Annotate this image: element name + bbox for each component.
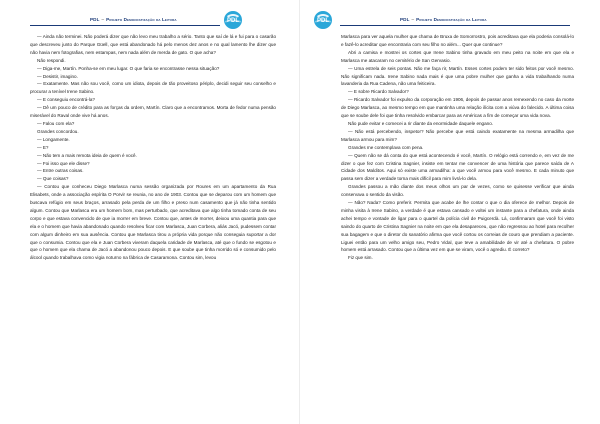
right-page <box>300 0 600 424</box>
right-paragraph-9: — Quem não se dá conta do que está acontecendo é você, Martín. O relógio está correndo e, em vez de me dizer o que fez com Cristina Sagnier, insiste em tentar me convencer de uma história que parece saída de A Cidade dos Malditos. Aqui só existe uma armadilha: a que você armou para você mesmo. E cada minuto que passa sem dizer a verdade torna mais difícil para mim livrá-lo dela. <box>341 152 574 182</box>
right-paragraph-1: Marlasca para ver aquela mulher que chama de Bruxa de Somorrostro, pois acreditava que ela poderia consolá-lo e fazê-lo acreditar que encontraria com seu filho no além... Quer que continue? <box>341 34 574 47</box>
left-running-header <box>0 9 300 29</box>
right-running-head-short: PDL <box>400 17 410 22</box>
left-running-head-sep: – <box>101 17 105 22</box>
right-running-header <box>300 9 600 29</box>
right-paragraph-10: Grandes passou a mão diante dos meus olhos um par de vezes, como se quisesse verificar que ainda conservava o sentido da visão. <box>341 184 574 198</box>
left-paragraph-5: — Exatamente. Mas não sou você, como um idiota, depois de tão proveitoso périplo, decidi seguir seu conselho e procurar a tenível Irene Sabino. <box>30 81 276 95</box>
right-paragraph-3: — Uma estrela de seis pontas. Não me faça rir, Martín. Esses cortes podem ter sido feitos por você mesmo. Não significam nada. Irene Sabino nada mais é que uma pobre mulher que ganha a vida trabalhando numa lavanderia da Rua Cadena, não uma feiticeira. <box>341 65 574 87</box>
left-running-head <box>90 17 177 22</box>
left-logo-text: PDL <box>227 18 239 24</box>
right-paragraph-5: — Ricardo Salvador foi expulso da corporação em 1906, depois de passar anos remexendo no caso da morte de Diego Marlasca, ao mesmo tempo em que mantinha uma relação ilícita com a viúva do falecido. A última coisa que se soube dele foi que tinha resolvido embarcar para as Américas a fim de começar uma vida nova. <box>341 97 574 119</box>
left-paragraph-10: — Longamente. <box>37 136 70 142</box>
right-logo-text: PDL <box>317 18 329 24</box>
left-paragraph-15: — Que coisas? <box>37 176 69 182</box>
right-running-head-title: Projeto Democratização da Leitura <box>416 17 487 22</box>
left-paragraph-14: — Entre outras coisas. <box>37 168 84 174</box>
right-running-head <box>400 17 487 22</box>
pdl-logo-icon <box>222 9 244 31</box>
right-header-rule <box>340 25 570 26</box>
left-paragraph-7: — Dê um pouco de crédito para as forças da ordem, Martín. Claro que a encontramos. Morta de fedor numa pensão miserável do Raval onde vive há anos. <box>30 105 276 119</box>
right-paragraph-4: — E sobre Ricardo Salvador? <box>348 89 409 95</box>
right-paragraph-8: Grandes me contemplava com pena. <box>348 144 424 150</box>
left-paragraph-6: — E conseguiu encontrá-la? <box>37 97 95 103</box>
left-page-body <box>30 33 276 262</box>
left-paragraph-12: — Não tem a mais remota ideia de quem é você. <box>37 152 137 158</box>
pdl-logo-icon <box>312 9 334 31</box>
right-paragraph-12: Fiz que sim. <box>348 255 373 261</box>
left-paragraph-4: — Desistir, imagino. <box>37 73 78 79</box>
left-paragraph-11: — E? <box>37 144 49 150</box>
left-paragraph-8: — Falou com ela? <box>37 120 75 126</box>
right-paragraph-11: — Não? Nada? Como preferir. Permita que acabe de lhe contar o que o dia oferece de melhor. Depois de minha visita à Irene Sabino, a verdade é que estava cansado e voltei um instante para a chefatura, onde ainda achei tempo e vontade de ligar para o quartel da polícia civil de Puigcerdà. Lá, confirmaram que você foi visto saindo do quarto de Cristina Sagnier na noite em que ela desapareceu, que não regressou ao hotel para recolher sua bagagem e que o diretor do sanatório afirma que você cortou os correias de couro que prendiam a paciente. Liguei então para um velho amigo seu, Pedro Vidal, que teve a amabilidade de vir até a chefatura. O pobre homem está arrasado. Contou que a última vez em que se viram, você o agrediu. É correto? <box>341 200 574 253</box>
right-page-body <box>341 33 574 262</box>
right-paragraph-2: Abri a camisa e mostrei os cortes que Irene Sabino tinha gravado em meu peito na noite em que ela e Marlasca me atacaram no cemitério de San Gervasio. <box>341 49 574 63</box>
left-paragraph-2: Não respondi. <box>37 57 66 63</box>
right-paragraph-7: — Não está percebendo, inspetor? Não percebe que está caindo exatamente na mesma armadilha que Marlasca armou para mim? <box>341 128 574 142</box>
right-running-head-sep: – <box>411 17 415 22</box>
left-paragraph-9: Grandes concordou. <box>37 128 79 134</box>
right-paragraph-6: Não pude evitar e comecei a rir diante da enormidade daquele engano. <box>348 120 494 126</box>
left-running-head-short: PDL <box>90 17 100 22</box>
left-paragraph-3: — Diga-me, Martín. Ponha-se em meu lugar. O que faria se encontrasse nessa situação? <box>37 65 220 71</box>
left-paragraph-13: — Foi isso que ele disse? <box>37 160 90 166</box>
left-paragraph-16: — Contou que conheceu Diego Marlasca numa sessão organizada por Roures em um apartamento da Rua Elisabets, onde a associação espírita O Porvir se reunia, no ano de 1903. Contou que se deparou com um homem que buscava refúgio em seus braços, arrasado pela perda de um filho e preso num casamento que já não tinha sentido algum. Contou que Marlasca era um homem bom, mas perturbado, que acreditava que algo tinha tomado conta de seu corpo e que estava convencido de que ia morrer em breve. Contou que, antes de morrer, deixou uma quantia para que ela e o homem que havia abandonado quando resolveu ficar com Marlasca, Juan Corbera, aliás Jacó, pudessem contar com algum dinheiro em sua ausência. Contou que Marlasca tirou a própria vida porque não conseguia suportar a dor que o consumia. Contou que ela e Juan Corbera viveram daquela caridade de Marlasca, até que o fundo se esgotou e que o homem que ela chama de Jacó a abandonou pouco depois. E que soube que tinha morrido só e consumido pelo álcool quando trabalhava como vigia noturno na fábrica de Casaramona. Contou sim, levou <box>30 184 276 261</box>
left-header-rule <box>30 25 220 26</box>
left-running-head-title: Projeto Democratização da Leitura <box>106 17 177 22</box>
left-paragraph-1: — Ainda não terminei. Não poderá dizer que não levo meu trabalho a sério. Tanto que saí de lá e fui para o casarão que descreveu junto do Parque Güell, que está abandonado há pelo menos dez anos e no qual lamento lhe dizer que não havia nem fotografias, nem estampas, nem nada além de merda de gato. O que acha? <box>30 34 276 55</box>
